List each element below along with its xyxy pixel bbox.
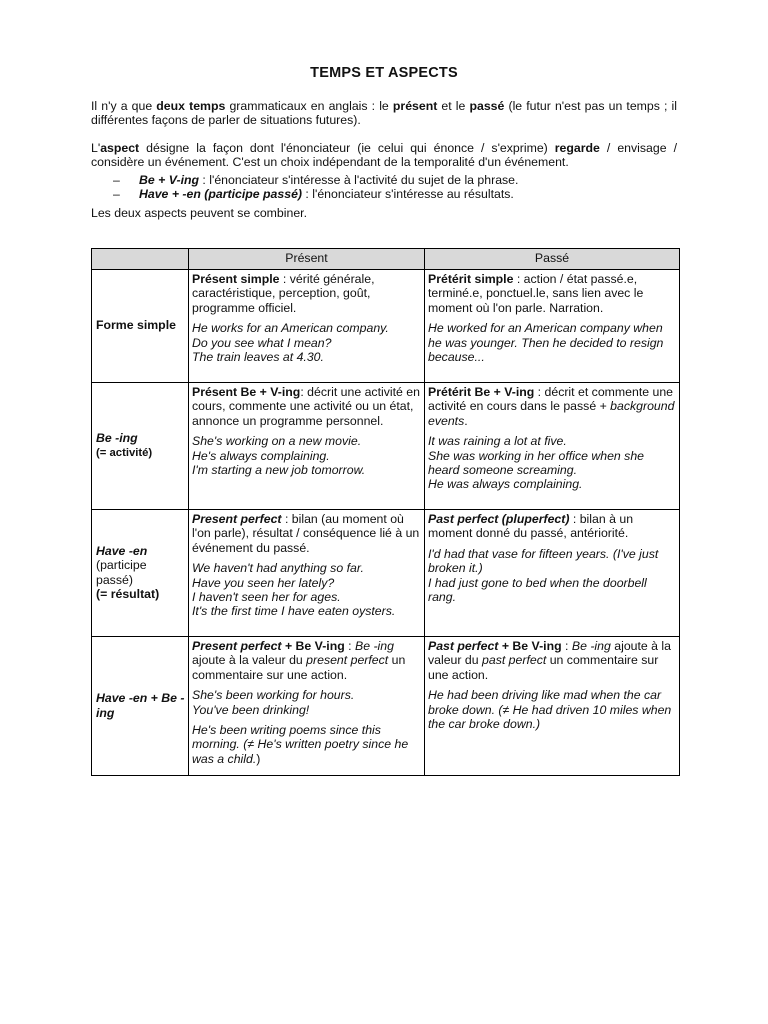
example-sentence: It was raining a lot at five. <box>428 434 567 449</box>
table-header-row <box>92 249 680 270</box>
cell-description <box>192 272 421 315</box>
example-list <box>428 321 676 364</box>
text-run: / envisage / considère un événement. C'est un choix indépendant de la temporalité d'un événement. <box>91 141 677 170</box>
italic-term: past perfect <box>482 653 547 668</box>
row-label-text: Be -ing <box>96 430 138 445</box>
cell-preterit-simple <box>425 270 680 383</box>
row-sublabel: (= résultat) <box>96 586 160 601</box>
tense-description: : décrit et commente une activité en cours dans le passé + <box>428 385 674 414</box>
bullet-text: : l'énonciateur s'intéresse au résultats. <box>302 187 514 202</box>
example-sentence: He was always complaining. <box>428 477 583 492</box>
bullet-term: Be + V-ing <box>139 173 200 187</box>
tense-term: + Be V-ing <box>281 639 345 653</box>
example-sentence: I'd had that vase for fifteen years. (I've just broken it.) <box>428 546 659 576</box>
bold-term: passé <box>469 99 505 113</box>
tense-term: Prétérit simple <box>428 272 514 286</box>
bold-term: deux temps <box>156 99 226 113</box>
example-sentence: He's always complaining. <box>192 448 330 463</box>
tense-description: : action / état passé.e, terminé.e, ponctuel.le, sans lien avec le moment où l'on parle. Narration. <box>428 272 644 315</box>
bold-term: aspect <box>100 141 140 155</box>
example-sentence: He worked for an American company when he was younger. Then he decided to resign because... <box>428 321 664 365</box>
row-label-text: Have -en + Be -ing <box>96 691 185 720</box>
bullet-item <box>91 187 677 201</box>
example-sentence: It's the first time I have eaten oysters. <box>192 604 396 619</box>
text-run: Il n'y a que <box>91 99 157 113</box>
cell-preterit-be-ing <box>425 383 680 510</box>
row-label-text: Have -en <box>96 543 148 558</box>
text-run: (le futur n'est pas un temps ; il différentes façons de parler de situations futures). <box>91 99 677 128</box>
text-run: un commentaire sur une action. <box>192 653 406 682</box>
example-sentence: Have you seen her lately? <box>192 575 335 590</box>
table-row-have-en-be-ing <box>92 637 680 776</box>
bold-term: regarde <box>554 141 600 155</box>
example-sentence: I haven't seen her for ages. <box>192 590 341 605</box>
example-sentence: Do you see what I mean? <box>192 335 332 350</box>
text-run: L' <box>91 141 101 155</box>
example-list <box>428 547 676 605</box>
row-label-have-en-be-ing <box>92 637 189 776</box>
tense-term: Past perfect (pluperfect) <box>428 512 570 526</box>
cell-past-perfect <box>425 510 680 637</box>
example-sentence: We haven't had anything so far. <box>192 561 364 576</box>
text-run: . <box>464 413 468 428</box>
cell-present-be-ing <box>189 383 425 510</box>
italic-term: Be -ing <box>355 639 394 653</box>
tense-term: Present perfect <box>192 512 282 526</box>
bold-term: présent <box>392 99 438 113</box>
text-run: ) <box>256 751 261 766</box>
example-list <box>192 561 421 619</box>
cell-past-perfect-be-ing <box>425 637 680 776</box>
example-sentence: He had been driving like mad when the car broke down. (≠ He had driven 10 miles when the car broke down.) <box>428 688 672 732</box>
cell-description <box>428 639 676 682</box>
example-list <box>428 688 676 731</box>
example-list <box>428 434 676 492</box>
text-run: ajoute à la valeur du <box>428 639 672 668</box>
bullet-term: Have + -en (participe passé) <box>139 187 302 202</box>
example-sentence: She's working on a new movie. <box>192 434 362 449</box>
row-label-be-ing <box>92 383 189 510</box>
text-run: : <box>561 639 572 653</box>
dash-marker: – <box>113 173 120 187</box>
row-label-text: Forme simple <box>96 318 176 333</box>
text-run: : <box>344 639 355 653</box>
example-sentence: The train leaves at 4.30. <box>192 350 324 365</box>
cell-description <box>192 512 421 555</box>
cell-description <box>428 272 676 315</box>
example-list <box>192 434 421 477</box>
cell-description <box>428 512 676 541</box>
tense-term: Présent simple <box>192 272 280 286</box>
row-sublabel: (participe passé) <box>96 558 147 587</box>
example-list <box>192 688 421 717</box>
intro-paragraph-aspect <box>91 141 677 170</box>
cell-description <box>428 385 676 428</box>
header-passe: Passé <box>425 249 680 270</box>
italic-term: Be -ing <box>571 639 611 653</box>
text-run: ajoute à la valeur du <box>192 653 307 668</box>
cell-present-simple <box>189 270 425 383</box>
dash-marker: – <box>113 187 120 202</box>
example-contrast <box>192 723 421 766</box>
example-sentence: I'm starting a new job tomorrow. <box>192 463 366 478</box>
header-corner-cell <box>92 249 189 270</box>
example-sentence: She was working in her office when she heard someone screaming. <box>428 448 644 478</box>
tense-term: Present perfect <box>192 639 282 653</box>
tenses-aspects-table <box>91 248 680 776</box>
cell-present-perfect <box>189 510 425 637</box>
tense-term: Past perfect <box>428 639 499 653</box>
cell-description <box>192 639 421 682</box>
row-label-forme-simple <box>92 270 189 383</box>
example-sentence: I had just gone to bed when the doorbell rang. <box>428 575 647 605</box>
example-sentence: She's been working for hours. <box>192 688 355 703</box>
header-present: Présent <box>189 249 425 270</box>
intro-paragraph-tenses <box>91 99 677 128</box>
tense-term: Prétérit Be + V-ing <box>428 385 535 399</box>
table-row-forme-simple <box>92 270 680 383</box>
intro-paragraph-combine: Les deux aspects peuvent se combiner. <box>91 206 308 220</box>
row-sublabel: (= activité) <box>96 447 153 459</box>
table-row-be-ing <box>92 383 680 510</box>
text-run: désigne la façon dont l'énonciateur (ie celui qui énonce / s'exprime) <box>139 141 555 155</box>
tense-term: + Be V-ing <box>498 639 562 653</box>
row-label-have-en <box>92 510 189 637</box>
example-sentence: He's been writing poems since this morning. (≠ He's written poetry since he was a child. <box>192 723 409 766</box>
bullet-item <box>91 173 677 187</box>
tense-description: : décrit une activité en cours, commente une activité ou un état, annonce un programme personnel. <box>192 385 420 428</box>
example-sentence: He works for an American company. <box>192 321 389 336</box>
italic-term: background events <box>428 399 675 428</box>
aspect-bullet-list <box>91 173 677 202</box>
text-run: un commentaire sur une action. <box>428 653 659 682</box>
tense-description: : bilan à un moment donné du passé, antériorité. <box>428 512 634 541</box>
cell-description <box>192 385 421 428</box>
tense-term: Présent Be + V-ing <box>192 385 301 399</box>
table-row-have-en <box>92 510 680 637</box>
italic-term: present perfect <box>306 653 389 668</box>
tense-description: : bilan (au moment où l'on parle), résultat / conséquence lié à un événement du passé. <box>192 512 420 555</box>
page-title: TEMPS ET ASPECTS <box>310 65 458 81</box>
bullet-text: : l'énonciateur s'intéresse à l'activité du sujet de la phrase. <box>199 173 519 187</box>
tense-description: : vérité générale, caractéristique, perception, goût, programme officiel. <box>192 272 375 315</box>
example-list <box>192 321 421 364</box>
cell-present-perfect-be-ing <box>189 637 425 776</box>
example-sentence: You've been drinking! <box>192 702 310 717</box>
text-run: et le <box>437 99 470 113</box>
text-run: grammaticaux en anglais : le <box>225 99 393 113</box>
